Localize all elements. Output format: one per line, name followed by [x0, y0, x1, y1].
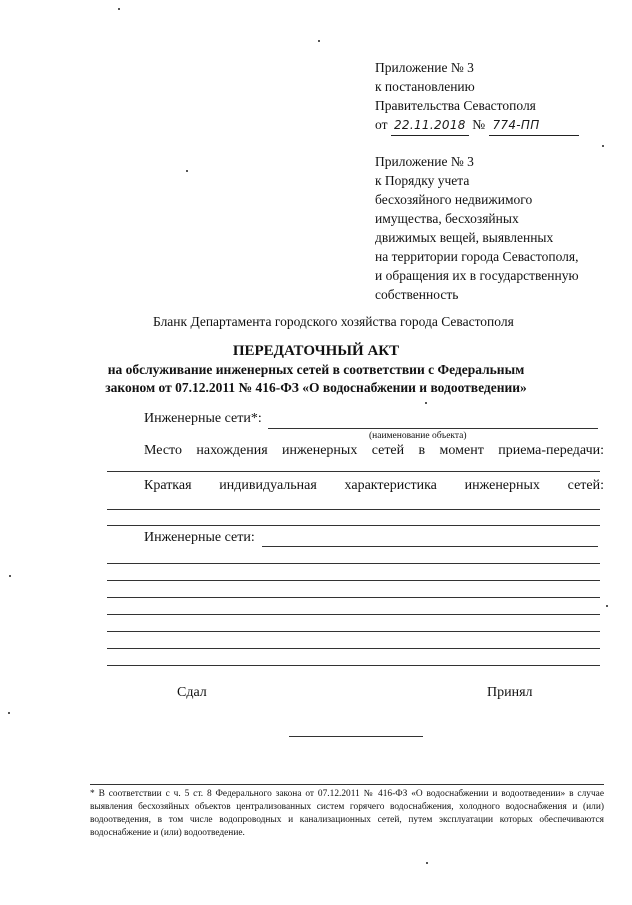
department-blank-header: Бланк Департамента городского хозяйства города Севастополя [153, 314, 514, 329]
appendix2-line: бесхозяйного недвижимого [375, 192, 533, 207]
scan-speck [9, 575, 11, 577]
document-subtitle-line2: законом от 07.12.2011 № 416-ФЗ «О водоснабжении и водоотведении» [105, 380, 527, 395]
scan-speck [8, 712, 10, 714]
scan-speck [602, 145, 604, 147]
document-title: ПЕРЕДАТОЧНЫЙ АКТ [232, 343, 400, 359]
number-label: № [472, 117, 486, 132]
scan-speck [426, 862, 428, 864]
appendix2-line: на территории города Севастополя, [375, 249, 579, 264]
location-input-line[interactable] [107, 471, 600, 472]
characteristic-input-line[interactable] [107, 509, 600, 510]
networks2-input-line[interactable] [107, 563, 600, 564]
appendix2-line: имущества, бесхозяйных [375, 211, 519, 226]
networks2-input-line[interactable] [107, 580, 600, 581]
appendix-heading-line3: Правительства Севастополя [375, 98, 536, 113]
resolution-date: 22.11.2018 [391, 116, 469, 136]
resolution-number: 774-ПП [489, 116, 579, 136]
object-name-caption: (наименование объекта) [369, 431, 467, 441]
appendix-heading-line2: к постановлению [375, 79, 475, 94]
signature-line[interactable] [289, 736, 423, 737]
characteristic-label: Краткая индивидуальная характеристика инженерных сетей: [144, 478, 604, 493]
footnote-text: * В соответствии с ч. 5 ст. 8 Федерального закона от 07.12.2011 № 416-ФЗ «О водоснабжении и водоотведении» в случае выявления бесхозяйных объектов централизованных систем горячего водоснабжения, холодного водоснабжения и (или) водоотведения, в том числе водопроводных и канализационных сетей, путем эксплуатации которых обеспечиваются водоснабжение и (или) водоотведение. [90, 789, 604, 838]
scan-speck [606, 605, 608, 607]
appendix2-line: к Порядку учета [375, 173, 470, 188]
networks-input-line[interactable] [268, 428, 598, 429]
handed-over-label: Сдал [177, 685, 207, 700]
appendix-date-line [375, 115, 579, 136]
document-subtitle-line1: на обслуживание инженерных сетей в соответствии с Федеральным [107, 362, 525, 377]
appendix2-line: и обращения их в государственную [375, 268, 579, 283]
from-label: от [375, 117, 388, 132]
location-label: Место нахождения инженерных сетей в момент приема-передачи: [144, 443, 604, 458]
scan-speck [186, 170, 188, 172]
networks2-input-line[interactable] [107, 648, 600, 649]
networks2-input-line[interactable] [262, 546, 598, 547]
networks-label: Инженерные сети*: [144, 411, 262, 426]
networks2-label: Инженерные сети: [144, 530, 255, 545]
scan-speck [318, 40, 320, 42]
appendix2-line: собственность [375, 287, 459, 302]
appendix2-block [375, 152, 579, 304]
appendix2-line: движимых вещей, выявленных [375, 230, 554, 245]
networks2-input-line[interactable] [107, 614, 600, 615]
received-label: Принял [487, 685, 533, 700]
networks2-input-line[interactable] [107, 665, 600, 666]
networks2-input-line[interactable] [107, 631, 600, 632]
scan-speck [118, 8, 120, 10]
appendix-heading-line1: Приложение № 3 [375, 60, 474, 75]
scan-speck [425, 402, 427, 404]
appendix2-line: Приложение № 3 [375, 154, 474, 169]
footnote-separator [90, 784, 604, 785]
networks2-input-line[interactable] [107, 597, 600, 598]
characteristic-input-line[interactable] [107, 525, 600, 526]
